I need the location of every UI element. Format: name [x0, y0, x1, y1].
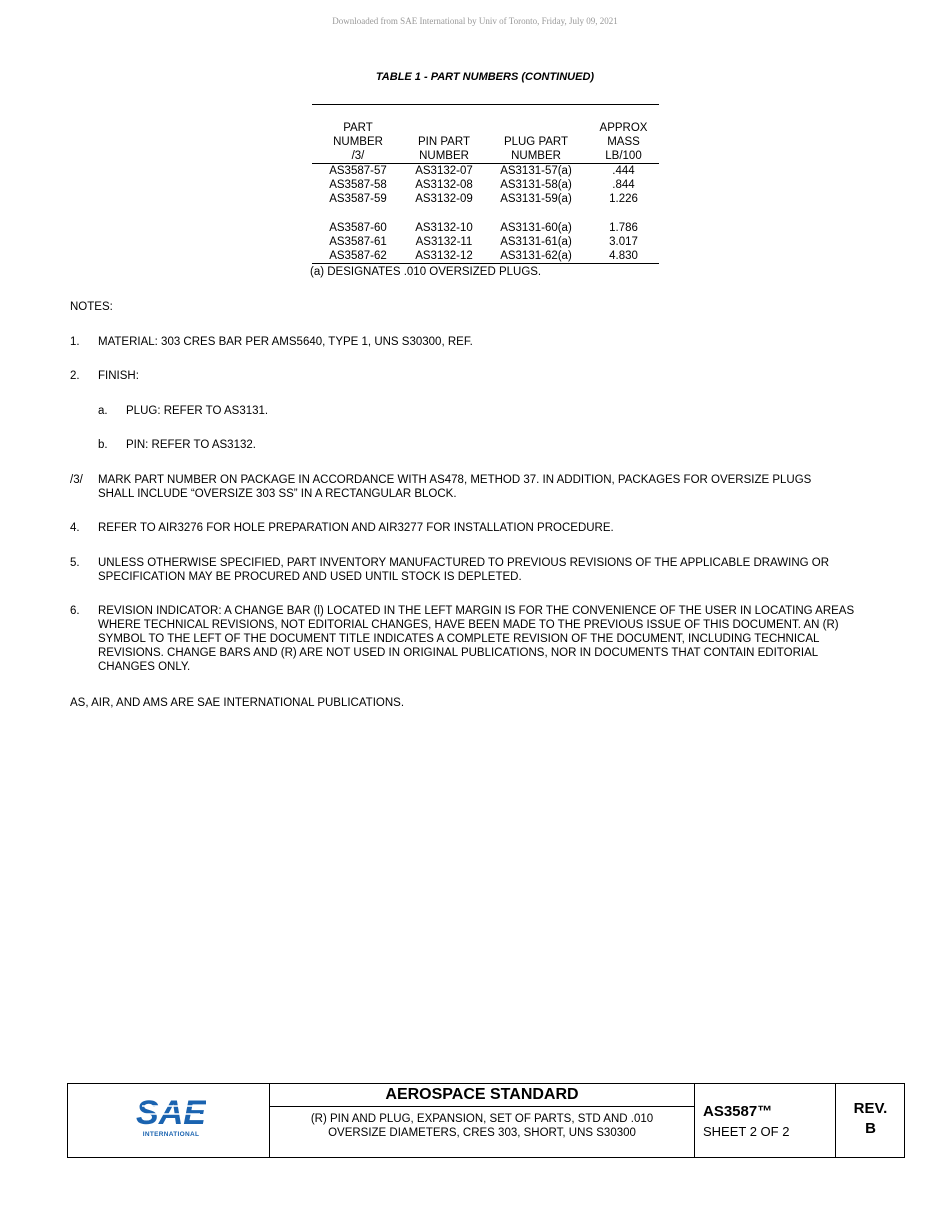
sheet-number: SHEET 2 OF 2: [703, 1124, 790, 1139]
cell-plug-part-number: AS3131-59(a): [500, 193, 572, 205]
note-number: 5.: [70, 557, 80, 569]
revision-value: B: [865, 1120, 876, 1137]
table-row: [312, 235, 659, 249]
cell-pin-part-number: AS3132-09: [415, 193, 473, 205]
cell-part-number: AS3587-62: [312, 249, 404, 264]
note-text-marking: MARK PART NUMBER ON PACKAGE IN ACCORDANCE WITH AS478, METHOD 37. IN ADDITION, PACKAGES FOR OVERSIZE PLUGS SHALL INCLUDE “OVERSIZE 303 SS” IN A RECTANGULAR BLOCK.: [98, 474, 812, 500]
cell-plug-part-number: AS3131-58(a): [500, 179, 572, 191]
cell-plug-part-number: AS3131-62(a): [484, 249, 588, 264]
sae-logo-text: SAE: [136, 1094, 206, 1132]
title-block: [67, 1083, 905, 1158]
cell-pin-part-number: AS3132-08: [415, 179, 473, 191]
table-row: [312, 206, 659, 235]
cell-part-number: AS3587-60: [329, 222, 387, 234]
cell-plug-part-number: AS3131-61(a): [500, 236, 572, 248]
cell-part-number: AS3587-61: [329, 236, 387, 248]
revision-cell: [836, 1084, 905, 1157]
notes-heading: NOTES:: [70, 301, 113, 313]
table-title: TABLE 1 - PART NUMBERS (CONTINUED): [375, 71, 595, 83]
cell-approx-mass: .444: [612, 165, 635, 177]
note-text-material: MATERIAL: 303 CRES BAR PER AMS5640, TYPE 1, UNS S30300, REF.: [98, 336, 473, 348]
cell-approx-mass: 1.226: [609, 193, 638, 205]
download-watermark: Downloaded from SAE International by Univ of Toronto, Friday, July 09, 2021: [332, 16, 618, 26]
column-header-pin-part-number: PIN PART NUMBER: [404, 105, 484, 164]
column-header-part-number: PART NUMBER /3/: [312, 105, 404, 164]
note-text-finish: FINISH:: [98, 370, 139, 382]
document-number: AS3587™: [703, 1103, 773, 1120]
revision-label: REV.: [853, 1100, 888, 1117]
cell-approx-mass: .844: [612, 179, 635, 191]
note-text-pin: PIN: REFER TO AS3132.: [126, 439, 256, 451]
table-header-row: [312, 105, 659, 164]
table-footnote: (a) DESIGNATES .010 OVERSIZED PLUGS.: [310, 266, 542, 278]
column-header-approx-mass: APPROX MASS LB/100: [588, 105, 659, 164]
document-type-heading: AEROSPACE STANDARD: [270, 1084, 694, 1107]
cell-approx-mass: 4.830: [588, 249, 659, 264]
note-text-plug: PLUG: REFER TO AS3131.: [126, 405, 269, 417]
note-number: /3/: [70, 474, 83, 486]
note-text-revision-indicator: REVISION INDICATOR: A CHANGE BAR (l) LOCATED IN THE LEFT MARGIN IS FOR THE CONVENIENCE OF THE USER IN LOCATING AREAS WHERE TECHNICAL REVISIONS, NOT EDITORIAL CHANGES, HAVE BEEN MADE TO THE PREVIOUS ISSUE OF THIS DOCUMENT. AN (R) SYMBOL TO THE LEFT OF THE DOCUMENT TITLE INDICATES A COMPLETE REVISION OF THE DOCUMENT, INCLUDING TECHNICAL REVISIONS. CHANGE BARS AND (R) ARE NOT USED IN ORIGINAL PUBLICATIONS, NOR IN DOCUMENTS THAT CONTAIN EDITORIAL CHANGES ONLY.: [98, 605, 855, 673]
note-text-inventory: UNLESS OTHERWISE SPECIFIED, PART INVENTORY MANUFACTURED TO PREVIOUS REVISIONS OF THE APPLICABLE DRAWING OR SPECIFICATION MAY BE PROCURED AND USED UNTIL STOCK IS DEPLETED.: [98, 557, 830, 583]
cell-approx-mass: 3.017: [609, 236, 638, 248]
note-number: 4.: [70, 522, 80, 534]
column-header-plug-part-number: PLUG PART NUMBER: [484, 105, 588, 164]
cell-pin-part-number: AS3132-11: [415, 236, 473, 248]
document-number-cell: [695, 1084, 836, 1157]
title-cell: [270, 1084, 695, 1157]
cell-part-number: AS3587-58: [329, 179, 387, 191]
sae-logo-subtext: INTERNATIONAL: [142, 1131, 200, 1138]
cell-approx-mass: 1.786: [609, 222, 638, 234]
cell-part-number: AS3587-57: [329, 165, 387, 177]
part-numbers-table: [312, 104, 659, 264]
cell-pin-part-number: AS3132-10: [415, 222, 473, 234]
cell-pin-part-number: AS3132-12: [404, 249, 484, 264]
note-text-hole-preparation: REFER TO AIR3276 FOR HOLE PREPARATION AND AIR3277 FOR INSTALLATION PROCEDURE.: [98, 522, 614, 534]
note-number: 1.: [70, 336, 80, 348]
logo-cell: [68, 1084, 270, 1157]
note-number: 2.: [70, 370, 80, 382]
table-row: [312, 249, 659, 264]
table-row: [312, 164, 659, 179]
table-row: [312, 178, 659, 192]
cell-pin-part-number: AS3132-07: [415, 165, 473, 177]
cell-part-number: AS3587-59: [329, 193, 387, 205]
cell-plug-part-number: AS3131-57(a): [500, 165, 572, 177]
publications-statement: AS, AIR, AND AMS ARE SAE INTERNATIONAL PUBLICATIONS.: [70, 697, 405, 709]
note-subnumber: b.: [98, 439, 108, 451]
note-subnumber: a.: [98, 405, 108, 417]
document-title: (R) PIN AND PLUG, EXPANSION, SET OF PARTS, STD AND .010 OVERSIZE DIAMETERS, CRES 303, SHORT, UNS S30300: [310, 1113, 654, 1139]
cell-plug-part-number: AS3131-60(a): [500, 222, 572, 234]
table-row: [312, 192, 659, 206]
note-number: 6.: [70, 605, 80, 617]
sae-logo: [136, 1094, 206, 1142]
